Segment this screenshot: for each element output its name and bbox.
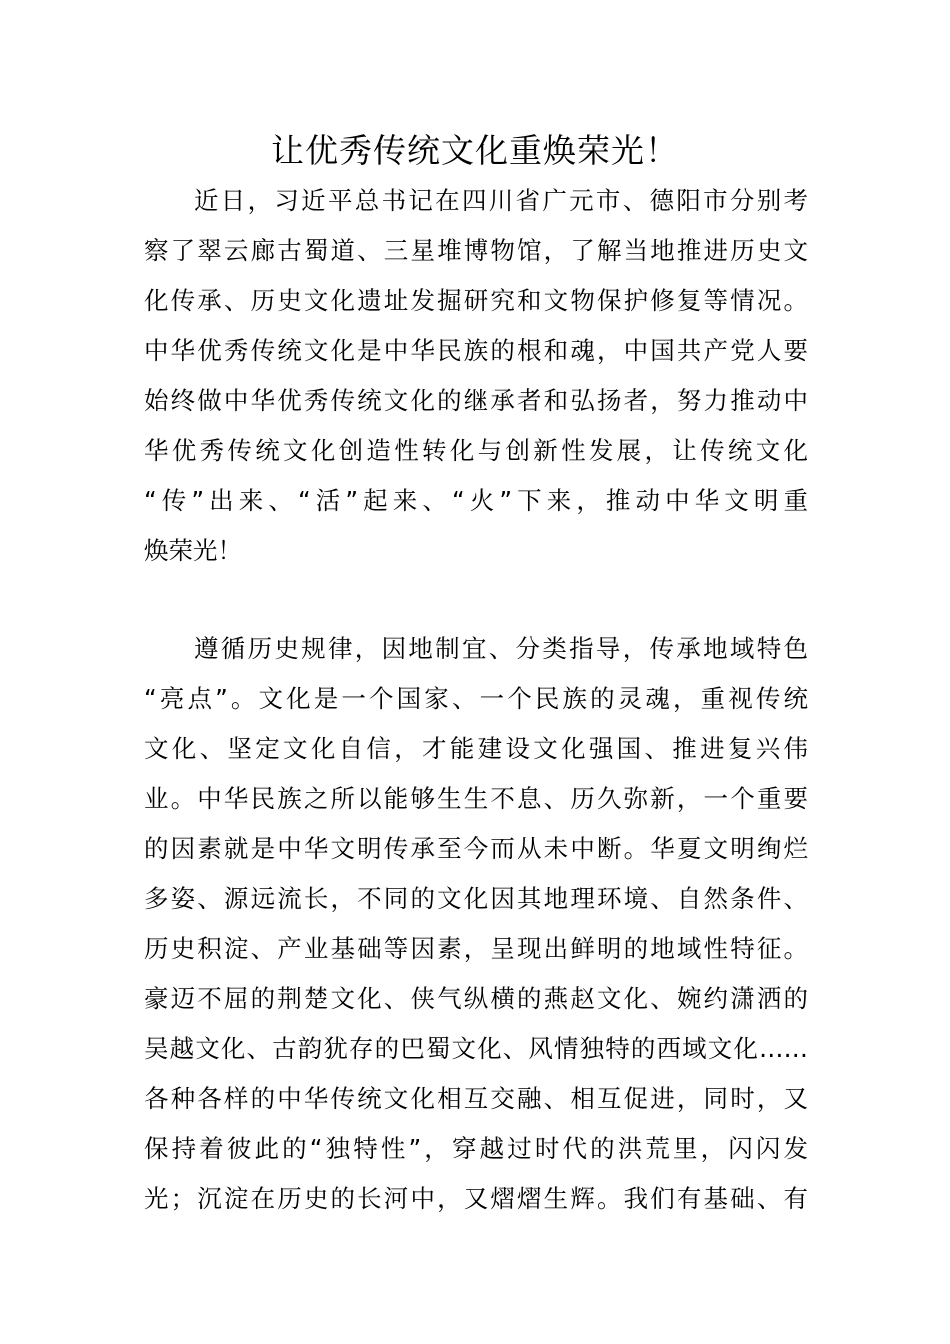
paragraph-line: 化传承、历史文化遗址发掘研究和文物保护修复等情况。 [144,286,808,315]
paragraph-line: 遵循历史规律，因地制宜、分类指导，传承地域特色 [194,634,808,663]
paragraph-line: 豪迈不屈的荆楚文化、侠气纵横的燕赵文化、婉约潇洒的 [144,984,808,1013]
paragraph-2 [144,624,808,1224]
paragraph-line: 文化、坚定文化自信，才能建设文化强国、推进复兴伟 [144,734,808,763]
paragraph-line: 的因素就是中华文明传承至今而从未中断。华夏文明绚烂 [144,834,808,863]
paragraph-line: 近日，习近平总书记在四川省广元市、德阳市分别考 [194,186,808,215]
paragraph-1 [144,176,808,576]
paragraph-line: 中华优秀传统文化是中华民族的根和魂，中国共产党人要 [144,336,808,365]
paragraph-line: 吴越文化、古韵犹存的巴蜀文化、风情独特的西域文化…… [144,1034,808,1063]
paragraph-line: “亮点”。文化是一个国家、一个民族的灵魂，重视传统 [144,684,808,713]
paragraph-line: 察了翠云廊古蜀道、三星堆博物馆，了解当地推进历史文 [144,236,808,265]
paragraph-line: 历史积淀、产业基础等因素，呈现出鲜明的地域性特征。 [144,934,808,963]
paragraph-line: 焕荣光！ [144,536,242,565]
paragraph-line: 始终做中华优秀传统文化的继承者和弘扬者，努力推动中 [144,386,808,415]
paragraph-line: 各种各样的中华传统文化相互交融、相互促进，同时，又 [144,1084,808,1113]
document-title: 让优秀传统文化重焕荣光！ [271,131,679,170]
paragraph-line: 多姿、源远流长，不同的文化因其地理环境、自然条件、 [144,884,808,913]
paragraph-line: 业。中华民族之所以能够生生不息、历久弥新，一个重要 [144,784,808,813]
paragraph-line: 保持着彼此的“独特性”，穿越过时代的洪荒里，闪闪发 [144,1134,808,1163]
paragraph-line: 光；沉淀在历史的长河中，又熠熠生辉。我们有基础、有 [144,1184,808,1213]
paragraph-line: “传”出来、“活”起来、“火”下来，推动中华文明重 [144,486,808,515]
paragraph-line: 华优秀传统文化创造性转化与创新性发展，让传统文化 [144,436,808,465]
